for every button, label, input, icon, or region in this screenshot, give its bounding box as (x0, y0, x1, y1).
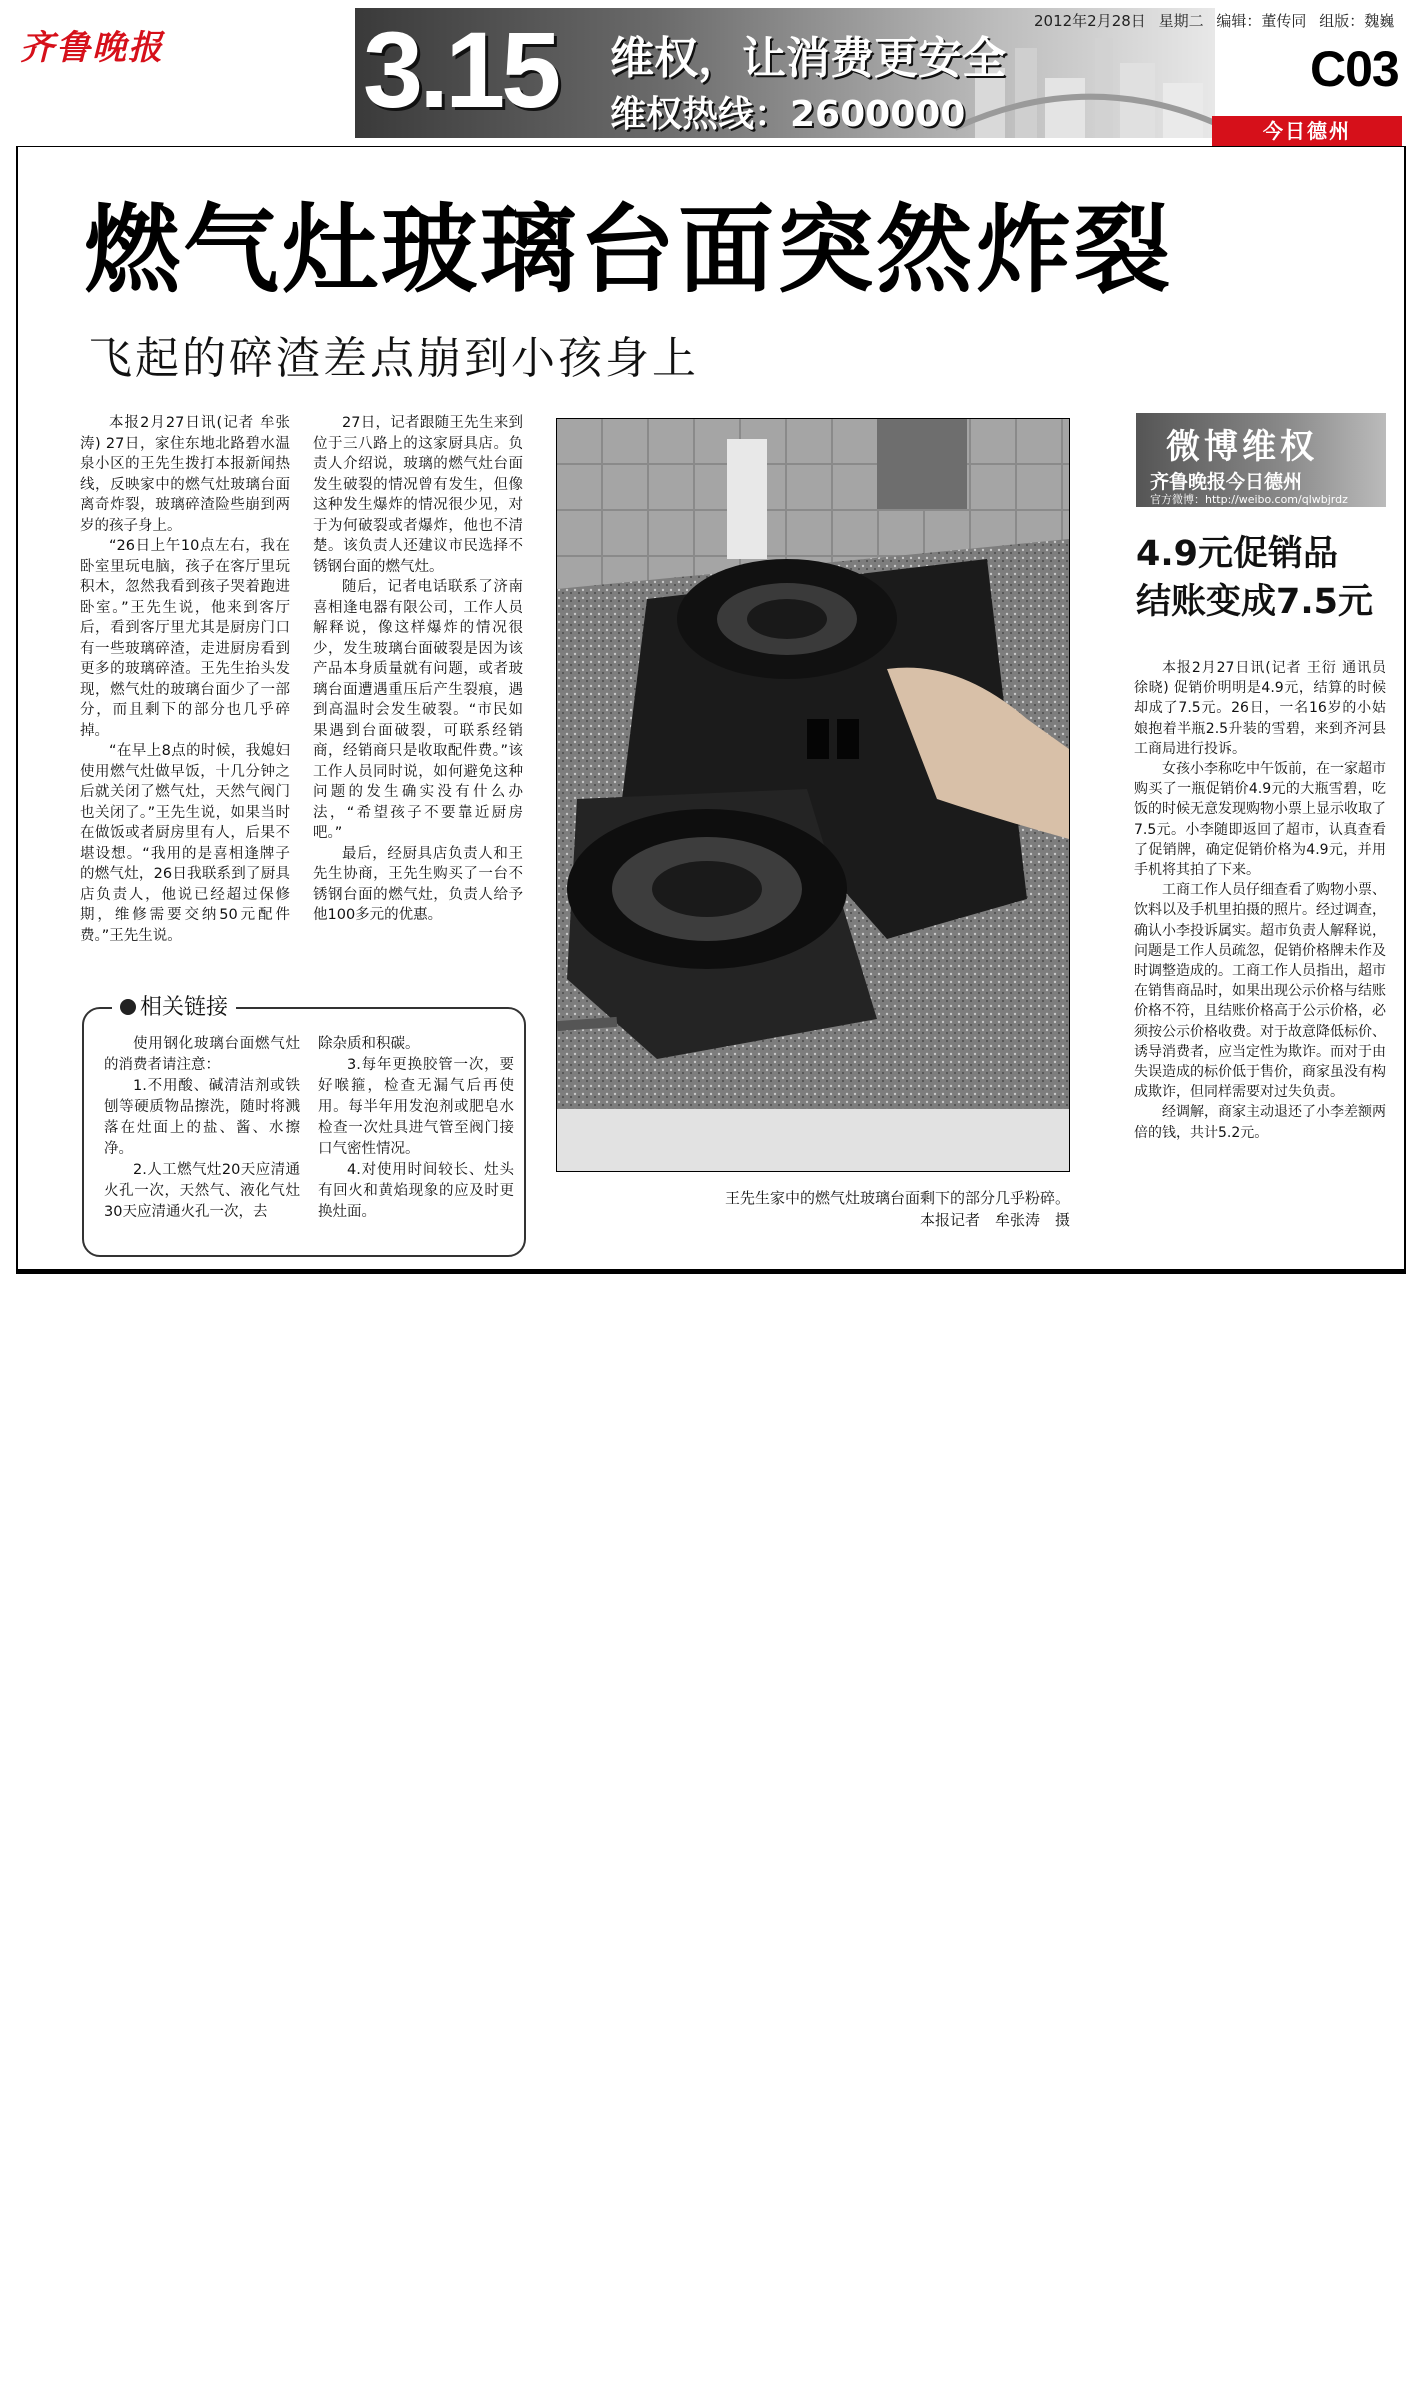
issue-layout: 组版：魏巍 (1319, 12, 1395, 30)
banner-slogan: 维权，让消费更安全 (610, 33, 1006, 84)
tip-paragraph: 3.每年更换胶管一次，要好喉箍，检查无漏气后再使用。每半年用发泡剂或肥皂水检查一次灶具进气管至阀门接口气密性情况。 (318, 1057, 514, 1157)
sidebar-headline-line-2: 结账变成7.5元 (1136, 582, 1374, 622)
photo-credit: 本报记者 牟张涛 摄 (919, 1211, 1070, 1229)
article-subheadline: 飞起的碎渣差点崩到小孩身上 (88, 333, 699, 384)
banner-date-numeral: 3.15 (363, 9, 558, 130)
article-paragraph: “26日上午10点左右，我在卧室里玩电脑，孩子在客厅里玩积木，忽然我看到孩子哭着跑进卧室。”王先生说，他来到客厅后，看到客厅里尤其是厨房门口有一些玻璃碎渣，走进厨房看到更多的玻璃碎渣。王先生抬头发现，燃气灶的玻璃台面少了一部分，而且剩下的部分也几乎碎掉。 (80, 538, 290, 739)
photo-caption-text: 王先生家中的燃气灶玻璃台面剩下的部分几乎粉碎。 (724, 1189, 1070, 1207)
article-paragraph: 本报2月27日讯(记者 牟张涛) 27日，家住东地北路碧水温泉小区的王先生拨打本报新闻热线，反映家中的燃气灶玻璃台面离奇炸裂，玻璃碎渣险些崩到两岁的孩子身上。 (80, 415, 290, 534)
tip-paragraph: 除杂质和积碳。 (318, 1036, 420, 1052)
related-links-title-text: 相关链接 (140, 995, 229, 1020)
article-paragraph: “在早上8点的时候，我媳妇使用燃气灶做早饭，十几分钟之后就关闭了燃气灶，天然气阀门也关闭了。”王先生说，如果当时在做饭或者厨房里有人，后果不堪设想。“我用的是喜相逢牌子的燃气灶，26日我联系到了厨具店负责人，他说已经超过保修期，维修需要交纳50元配件费。”王先生说。 (80, 743, 290, 944)
article-paragraph: 27日，记者跟随王先生来到位于三八路上的这家厨具店。负责人介绍说，玻璃的燃气灶台面发生破裂的情况曾有发生，但像这种发生爆炸的情况很少见，对于为何破裂或者爆炸，他也不清楚。该负责人还建议市民选择不锈钢台面的燃气灶。 (313, 415, 523, 575)
article-paragraph: 最后，经厨具店负责人和王先生协商，王先生购买了一台不锈钢台面的燃气灶，负责人给予他100多元的优惠。 (313, 845, 523, 923)
sidebar-body (1134, 658, 1386, 1143)
issue-editor: 编辑：董传同 (1216, 12, 1307, 30)
stove-photo (556, 418, 1070, 1172)
tip-paragraph: 4.对使用时间较长、灶头有回火和黄焰现象的应及时更换灶面。 (318, 1162, 514, 1220)
article-column-1 (80, 413, 290, 946)
tip-paragraph: 使用钢化玻璃台面燃气灶的消费者请注意： (104, 1036, 300, 1073)
page-number: C03 (1310, 41, 1399, 97)
newspaper-logo: 齐鲁晚报 (20, 28, 164, 68)
sidebar-headline (1136, 530, 1373, 626)
issue-date: 2012年2月28日 (1034, 12, 1146, 30)
article-headline: 燃气灶玻璃台面突然炸裂 (84, 194, 1173, 306)
issue-weekday: 星期二 (1158, 12, 1204, 30)
weibo-rights-banner (1136, 413, 1386, 507)
related-links-title (112, 990, 236, 1021)
weibo-banner-title: 微博维权 (1166, 427, 1318, 467)
sidebar-paragraph: 工商工作人员仔细查看了购物小票、饮料以及手机里拍摄的照片。经过调查，确认小李投诉属实。超市负责人解释说，问题是工作人员疏忽，促销价格牌未作及时调整造成的。工商工作人员指出，超市在销售商品时，如果出现公示价格与结账价格不符，且结账价格高于公示价格，必须按公示价格收费。对于故意降低标价、诱导消费者，应当定性为欺诈。而对于由失误造成的标价低于售价，商家虽没有构成欺诈，但同样需要对过失负责。 (1134, 882, 1386, 1101)
issue-meta (1034, 10, 1394, 31)
weibo-banner-subtitle: 齐鲁晚报今日德州 (1150, 471, 1303, 493)
tip-paragraph: 1.不用酸、碱清洁剂或铁刨等硬质物品擦洗，随时将溅落在灶面上的盐、酱、水擦净。 (104, 1078, 300, 1157)
weibo-banner-url: 官方微博：http://weibo.com/qlwbjrdz (1150, 493, 1348, 506)
related-links-column-2 (318, 1034, 514, 1223)
section-label: 今日德州 (1212, 116, 1402, 146)
sidebar-paragraph: 本报2月27日讯(记者 王衍 通讯员 徐晓) 促销价明明是4.9元，结算的时候却成了7.5元。26日，一名16岁的小姑娘抱着半瓶2.5升装的雪碧，来到齐河县工商局进行投诉。 (1134, 660, 1386, 757)
sidebar-paragraph: 经调解，商家主动退还了小李差额两倍的钱，共计5.2元。 (1134, 1104, 1386, 1141)
masthead (0, 0, 1417, 150)
sidebar-headline-line-1: 4.9元促销品 (1136, 534, 1339, 574)
banner-hotline: 维权热线：2600000 (610, 94, 966, 135)
sidebar-paragraph: 女孩小李称吃中午饭前，在一家超市购买了一瓶促销价4.9元的大瓶雪碧，吃饭的时候无意发现购物小票上显示收取了7.5元。小李随即返回了超市，认真查看了促销牌，确定促销价格为4.9元，并用手机将其拍了下来。 (1134, 761, 1386, 879)
photo-caption (600, 1187, 1070, 1231)
bullet-icon (120, 999, 136, 1015)
related-links-column-1 (104, 1034, 300, 1223)
article-paragraph: 随后，记者电话联系了济南喜相逢电器有限公司，工作人员解释说，像这样爆炸的情况很少，发生玻璃台面破裂是因为该产品本身质量就有问题，或者玻璃台面遭遇重压后产生裂痕，遇到高温时会发生破裂。“市民如果遇到台面破裂，可联系经销商，经销商只是收取配件费。”该工作人员同时说，如何避免这种问题的发生确实没有什么办法，“希望孩子不要靠近厨房吧。” (313, 579, 523, 841)
broken-gas-stove-image (557, 419, 1069, 1171)
tip-paragraph: 2.人工燃气灶20天应清通火孔一次，天然气、液化气灶30天应清通火孔一次，去 (104, 1162, 300, 1220)
article-column-2 (313, 413, 523, 926)
